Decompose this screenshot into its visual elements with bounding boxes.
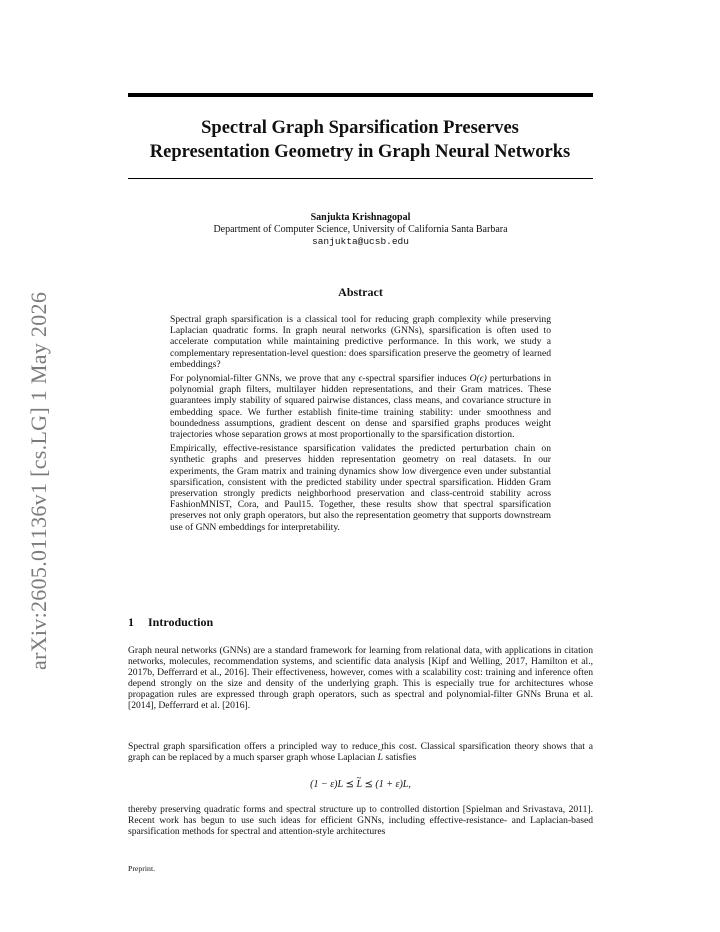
intro-paragraph-2	[128, 741, 593, 763]
equation-relation-1: ⪯	[343, 779, 357, 790]
section-title: Introduction	[148, 615, 214, 629]
intro-paragraph-1	[128, 645, 593, 712]
author-email: sanjukta@ucsb.edu	[312, 236, 409, 247]
intro-paragraph-3	[128, 804, 593, 837]
intro-paragraph-1-text: Graph neural networks (GNNs) are a standard framework for learning from relational data, with applications in citation networks, molecules, recommendation systems, and scientific data analysis [Kipf and Welling, 2017, Hamilton et al., 2017b, Defferrard et al., 2016]. Their effectiveness, however, comes with a scalability cost: training and inference often depend strongly on the size and density of the underlying graph. This is especially true for architectures whose propagation rules are expressed through graph operators, such as spectral and polynomial-filter GNNs Bruna et al. [2014], Defferrard et al. [2016].	[128, 645, 593, 712]
arxiv-side-label: arXiv:2605.01136v1 [cs.LG] 1 May 2026	[26, 291, 51, 670]
equation-right: (1 + ε)L,	[375, 779, 411, 790]
abstract-p2-end: perturbations in polynomial graph filters, multilayer hidden representations, and their Gram matrices. These guarantees imply stability of squared pairwise distances, class means, and covariance structure in embedding space. We further establish finite-time training stability: under smoothness and boundedness assumptions, gradient descent on dense and sparsified graphs produces weight trajectories whose separation grows at most proportionally to the sparsification distortion.	[170, 373, 551, 441]
sparsification-inequality	[128, 779, 593, 791]
big-o-expression: O(ϵ)	[469, 373, 487, 385]
abstract-paragraph-1: Spectral graph sparsification is a classical tool for reducing graph complexity while preserving Laplacian quadratic forms. In graph neural networks (GNNs), sparsification is often used to accelerate computation while maintaining predictive performance. In this work, we study a complementary representation-level question: does sparsification preserve the geometry of learned embeddings?	[170, 314, 551, 370]
abstract-heading: Abstract	[338, 285, 383, 299]
intro-p2-end: satisfies	[382, 752, 417, 764]
equation-left: (1 − ε)L	[310, 779, 344, 790]
equation-middle: ~ L	[356, 779, 362, 791]
epsilon-symbol: ϵ	[358, 373, 363, 385]
paper-title	[100, 116, 620, 164]
abstract-body	[170, 314, 551, 536]
intro-p2-start: Spectral graph sparsification offers a principled way to reduce this cost. Classical sparsification theory shows that a graph can be replaced by a much sparser graph whose Laplacian	[128, 741, 593, 764]
title-line-1: Spectral Graph Sparsification Preserves	[201, 118, 519, 138]
intro-paragraph-2-text	[128, 741, 593, 763]
section-number: 1	[128, 615, 134, 629]
title-bottom-rule	[128, 178, 593, 179]
equation-relation-2: ⪯	[362, 779, 376, 790]
author-affiliation: Department of Computer Science, University of California Santa Barbara	[213, 224, 508, 235]
author-block	[128, 212, 593, 248]
abstract-p2-middle: -spectral sparsifier induces	[362, 373, 470, 385]
abstract-paragraph-3: Empirically, effective-resistance sparsification validates the predicted perturbation chain on synthetic graphs and preserves hidden representation geometry on real datasets. In our experiments, the Gram matrix and training dynamics show low divergence even under substantial sparsification, consistent with the predicted stability under spectral sparsification. Hidden Gram preservation strongly predicts neighborhood preservation and class-centroid stability across FashionMNIST, Cora, and Paul15. Together, these results show that spectral sparsification preserves not only graph operators, but also the representation geometry that supports downstream use of GNN embeddings for interpretability.	[170, 443, 551, 533]
abstract-p2-start: For polynomial-filter GNNs, we prove that any	[170, 373, 359, 385]
author-name: Sanjukta Krishnagopal	[310, 212, 411, 223]
tilde-laplacian-symbol: ~ L	[378, 752, 383, 763]
title-top-rule	[128, 93, 593, 97]
preprint-footer: Preprint.	[128, 864, 156, 873]
intro-paragraph-3-text: thereby preserving quadratic forms and spectral structure up to controlled distortion [Spielman and Srivastava, 2011]. Recent work has begun to use such ideas for efficient GNNs, including effective-resistance- and Laplacian-based sparsification methods for spectral and attention-style architectures	[128, 804, 593, 838]
title-line-2: Representation Geometry in Graph Neural Networks	[149, 142, 571, 162]
section-heading-introduction	[128, 615, 213, 629]
abstract-paragraph-2	[170, 373, 551, 440]
